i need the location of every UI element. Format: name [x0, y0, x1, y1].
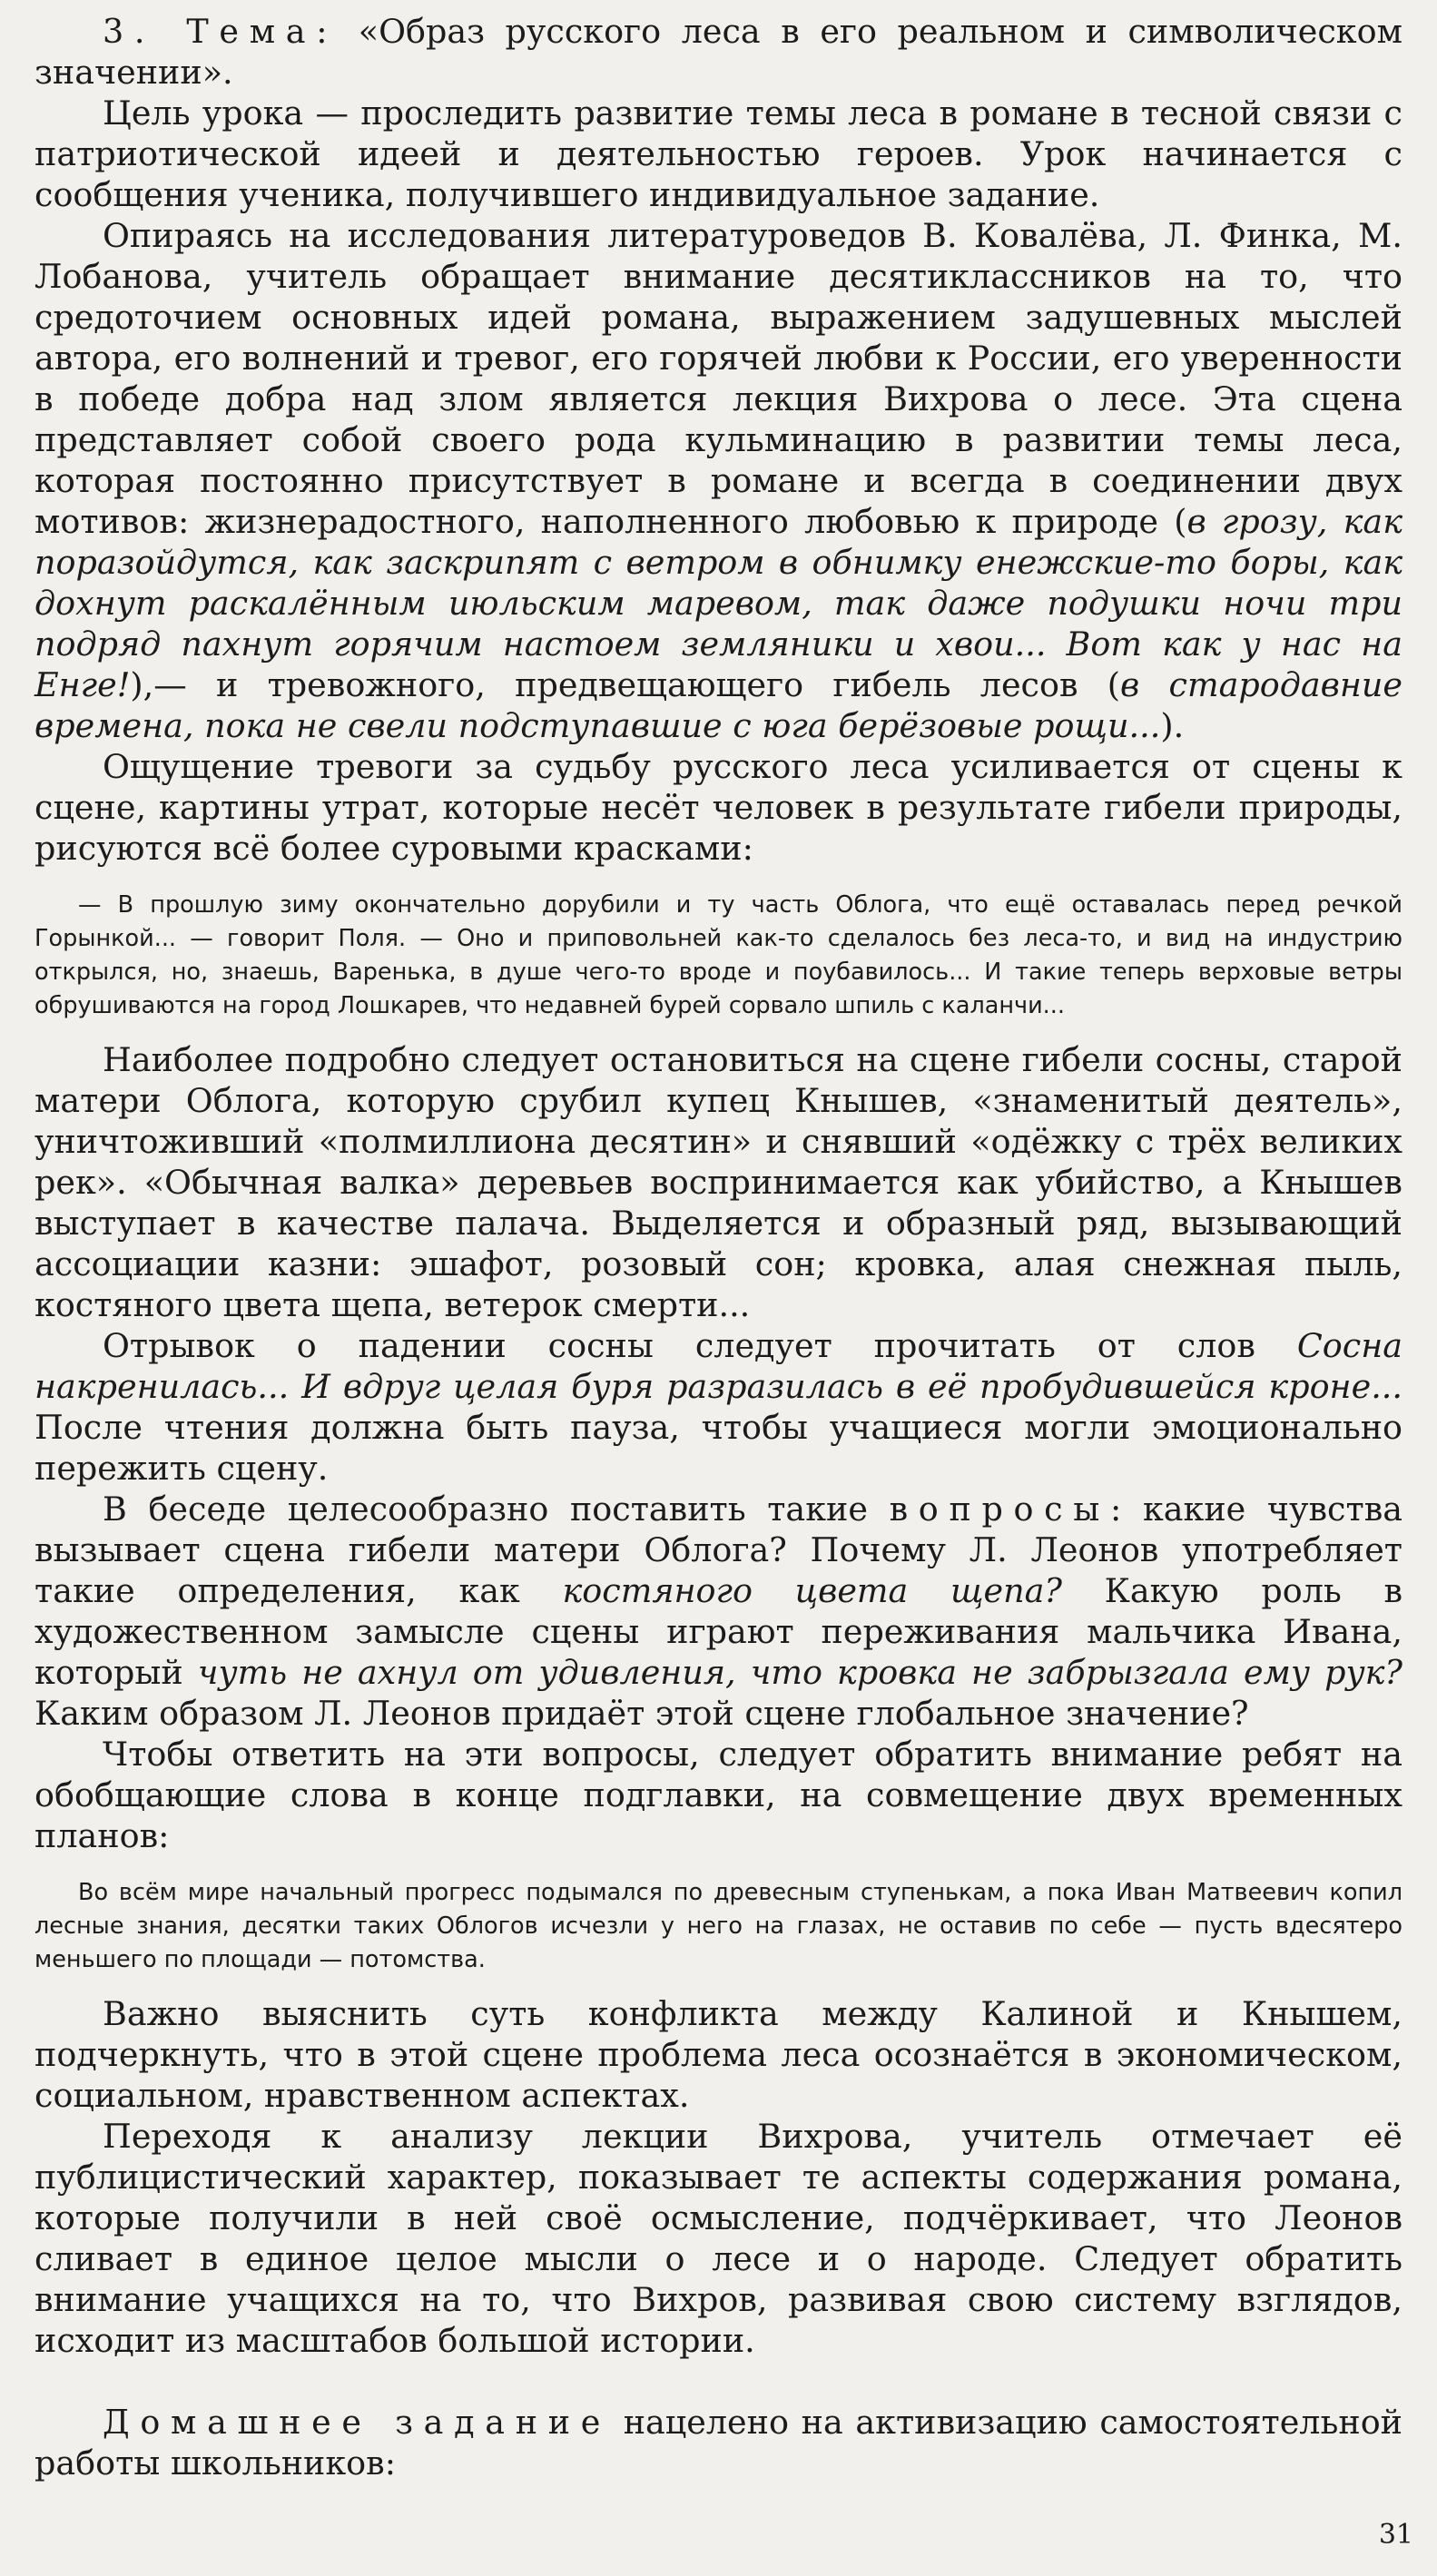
text-run: ),— и тревожного, предвещающего гибель лесов (: [130, 665, 1121, 704]
paragraph-goal: Цель урока — проследить развитие темы леса в романе в тесной связи с патриотической идеей и деятельностью героев. Урок начинается с сообщения ученика, получившего индивидуальное задание.: [34, 93, 1403, 214]
text-run: Опираясь на исследования литературоведов В. Ковалёва, Л. Финка, М. Лобанова, учитель обращает внимание десятиклассников на то, что средоточием основных идей романа, выражением задушевных мыслей автора, его волнений и тревог, его горячей любви к России, его уверенности в победе добра над злом является лекция Вихрова о лесе. Эта сцена представляет собой своего рода кульминацию в развитии темы леса, которая постоянно присутствует в романе и всегда в соединении двух мотивов: жизнерадостного, наполненного любовью к природе (: [34, 216, 1403, 541]
italic-citation: в грозу, как поразойдутся, как заскрипят с ветром в обнимку енежские-то боры, как дохнут раскалённым июльским маревом, так даже подушки ночи три подряд пахнут горячим настоем земляники и хвои... Вот как у нас на Енге!: [34, 502, 1403, 704]
quote-block: — В прошлую зиму окончательно дорубили и ту часть Облога, что ещё оставалась перед речкой Горынкой... — говорит Поля. — Оно и приповольней как-то сделалось без леса-то, и вид на индустрию открылся, но, знаешь, Варенька, в душе чего-то вроде и поубавилось... И такие теперь верховые ветры обрушиваются на город Лошкарев, что недавней бурей сорвало шпиль с каланчи...: [34, 891, 1403, 1019]
italic-citation: Сосна накренилась... И вдруг целая буря разразилась в её пробудившейся кроне...: [34, 1326, 1403, 1406]
text-run: : какие чувства вызывает сцена гибели матери Облога? Почему Л. Леонов употребляет такие определения, как: [34, 1490, 1403, 1610]
paragraph-answer: Чтобы ответить на эти вопросы, следует обратить внимание ребят на обобщающие слова в конце подглавки, на совмещение двух временных планов:: [34, 1735, 1403, 1855]
text-run: Какую роль в художественном замысле сцены играют переживания мальчика Ивана, который: [34, 1571, 1403, 1692]
paragraph-topic: [34, 11, 1403, 93]
page-number: 31: [1378, 2519, 1413, 2551]
paragraph-questions: [34, 1489, 1403, 1734]
paragraph-pine: Наиболее подробно следует остановиться на сцене гибели сосны, старой матери Облога, которую срубил купец Кнышев, «знаменитый деятель», уничтоживший «полмиллиона десятин» и снявший «одёжку с трёх великих рек». «Обычная валка» деревьев воспринимается как убийство, а Кнышев выступает в качестве палача. Выделяется и образный ряд, вызывающий ассоциации казни: эшафот, розовый сон; кровка, алая снежная пыль, костяного цвета щепа, ветерок смерти...: [34, 1040, 1403, 1324]
text-run: Отрывок о падении сосны следует прочитать от слов: [103, 1326, 1297, 1365]
spaced-term: вопросы: [889, 1490, 1111, 1529]
italic-citation: чуть не ахнул от удивления, что кровка не забрызгала ему рук?: [197, 1653, 1403, 1692]
text-run: В беседе целесообразно поставить такие: [103, 1490, 890, 1529]
paragraph-analysis: Переходя к анализу лекции Вихрова, учитель отмечает её публицистический характер, показывает те аспекты содержания романа, которые получили в ней своё осмысление, подчёркивает, что Леонов сливает в единое целое мысли о лесе и о народе. Следует обратить внимание учащихся на то, что Вихров, развивая свою систему взглядов, исходит из масштабов большой истории.: [34, 2117, 1403, 2360]
paragraph-lecture: [34, 215, 1403, 746]
topic-text: «Образ русского леса в его реальном и символическом значении».: [34, 12, 1403, 92]
paragraph-homework: [34, 2402, 1403, 2483]
paragraph-conflict: Важно выяснить суть конфликта между Калиной и Кнышем, подчеркнуть, что в этой сцене проблема леса осознаётся в экономическом, социальном, нравственном аспектах.: [34, 1994, 1403, 2115]
paragraph-anxiety: Ощущение тревоги за судьбу русского леса усиливается от сцены к сцене, картины утрат, которые несёт человек в результате гибели природы, рисуются всё более суровыми красками:: [34, 747, 1403, 868]
text-run: Каким образом Л. Леонов придаёт этой сцене глобальное значение?: [34, 1694, 1249, 1733]
quote-block: Во всём мире начальный прогресс подымался по древесным ступенькам, а пока Иван Матвеевич копил лесные знания, десятки таких Облогов исчезли у него на глазах, не оставив по себе — пусть вдесятеро меньшего по площади — потомства.: [34, 1879, 1403, 1973]
paragraph-reading: [34, 1325, 1403, 1489]
text-run: ).: [1160, 706, 1185, 745]
text-run: После чтения должна быть пауза, чтобы учащиеся могли эмоционально пережить сцену.: [34, 1408, 1403, 1488]
spaced-term: Домашнее задание: [103, 2403, 611, 2442]
italic-citation: костяного цвета щепа?: [562, 1571, 1062, 1610]
spacer: [34, 2361, 1403, 2402]
italic-citation: в стародавние времена, пока не свели подступавшие с юга берёзовые рощи...: [34, 665, 1403, 745]
text-run: нацелено на активизацию самостоятельной работы школьников:: [34, 2403, 1403, 2483]
topic-label: 3. Тема:: [103, 12, 339, 51]
